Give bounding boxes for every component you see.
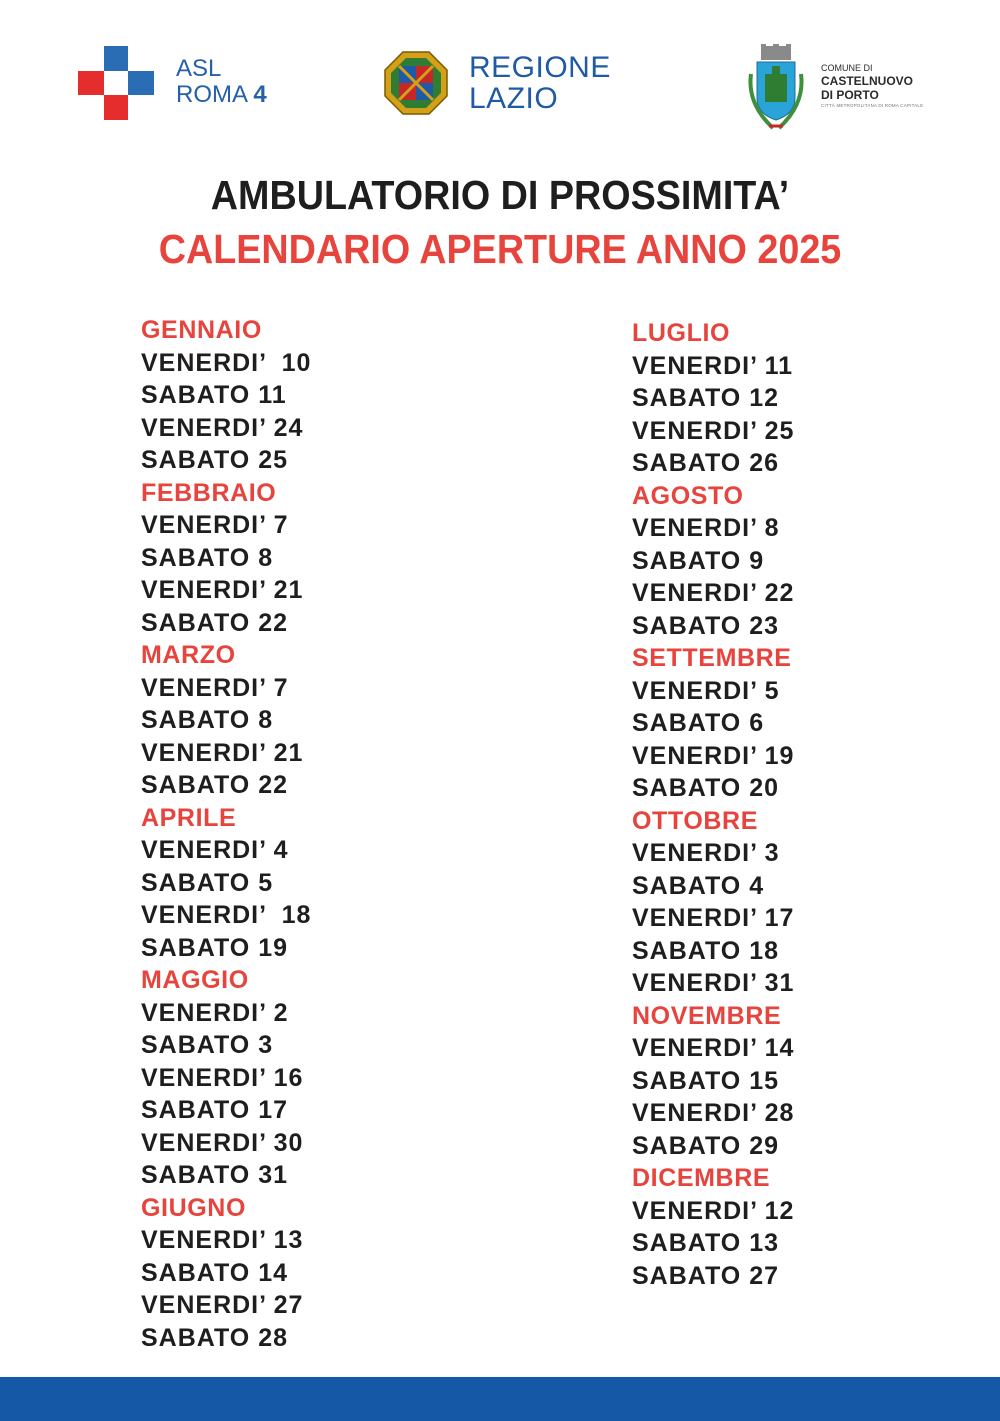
opening-day: VENERDI’ 14 <box>632 1034 795 1062</box>
opening-day: SABATO 15 <box>632 1066 780 1095</box>
opening-day: VENERDI’ 30 <box>141 1128 304 1157</box>
opening-day: SABATO 22 <box>141 771 289 799</box>
month-heading: MARZO <box>141 641 236 669</box>
opening-day: VENERDI’ 8 <box>632 514 780 542</box>
opening-day: SABATO 6 <box>632 709 765 737</box>
month-heading: DICEMBRE <box>632 1164 771 1192</box>
opening-day: VENERDI’ 21 <box>141 738 304 767</box>
calendar-left-column <box>141 314 471 1354</box>
opening-day: VENERDI’ 5 <box>632 676 780 705</box>
regione-lazio-logo <box>383 50 633 118</box>
page-subtitle: CALENDARIO APERTURE ANNO 2025 <box>158 226 842 272</box>
opening-day: VENERDI’ 4 <box>141 836 289 864</box>
opening-day: SABATO 19 <box>141 933 289 962</box>
opening-day: VENERDI’ 22 <box>632 579 795 607</box>
comune-castelnuovo-logo <box>745 44 945 134</box>
lazio-logo-text <box>469 52 611 114</box>
opening-day: SABATO 8 <box>141 706 274 734</box>
opening-day: SABATO 23 <box>632 611 780 640</box>
comune-logo-line3: DI PORTO <box>821 88 879 102</box>
opening-day: SABATO 20 <box>632 774 780 802</box>
comune-logo-line4: CITTÀ METROPOLITANA DI ROMA CAPITALE <box>821 103 924 108</box>
asl-logo-text <box>176 56 267 108</box>
month-heading: LUGLIO <box>632 319 731 347</box>
asl-logo-number: 4 <box>253 81 267 108</box>
opening-day: VENERDI’ 11 <box>632 351 794 380</box>
opening-day: VENERDI’ 18 <box>141 901 312 929</box>
comune-logo-line2: CASTELNUOVO <box>821 74 914 88</box>
asl-logo-line1: ASL <box>176 55 222 82</box>
lazio-emblem-icon <box>383 50 449 116</box>
opening-day: SABATO 13 <box>632 1229 780 1257</box>
month-heading: NOVEMBRE <box>632 1001 782 1030</box>
opening-day: VENERDI’ 31 <box>632 969 795 997</box>
opening-day: SABATO 8 <box>141 543 274 572</box>
footer-bar <box>0 1377 1000 1421</box>
opening-day: SABATO 28 <box>141 1323 289 1352</box>
opening-day: SABATO 29 <box>632 1131 780 1160</box>
opening-day: VENERDI’ 7 <box>141 511 289 539</box>
asl-cross-icon <box>78 46 154 120</box>
opening-day: VENERDI’ 13 <box>141 1226 304 1254</box>
opening-day: SABATO 14 <box>141 1258 289 1287</box>
opening-day: VENERDI’ 16 <box>141 1063 304 1092</box>
month-heading: AGOSTO <box>632 481 744 510</box>
opening-day: SABATO 11 <box>141 381 287 409</box>
month-heading: OTTOBRE <box>632 806 758 835</box>
opening-day: VENERDI’ 28 <box>632 1099 795 1127</box>
month-heading: MAGGIO <box>141 966 249 994</box>
month-heading: APRILE <box>141 803 237 832</box>
opening-day: VENERDI’ 2 <box>141 998 289 1027</box>
calendar-right-column <box>632 317 962 1292</box>
opening-day: VENERDI’ 19 <box>632 741 795 770</box>
asl-logo-roma: ROMA <box>176 81 247 108</box>
comune-logo-text <box>821 62 923 110</box>
opening-day: VENERDI’ 17 <box>632 904 795 932</box>
opening-day: VENERDI’ 12 <box>632 1196 795 1225</box>
lazio-logo-line1: REGIONE <box>469 51 611 84</box>
opening-day: SABATO 5 <box>141 868 274 897</box>
month-heading: SETTEMBRE <box>632 644 792 672</box>
opening-day: VENERDI’ 21 <box>141 576 304 604</box>
opening-day: VENERDI’ 3 <box>632 839 780 867</box>
asl-roma4-logo <box>78 46 298 120</box>
comune-crest-icon <box>745 44 807 132</box>
month-heading: FEBBRAIO <box>141 478 277 507</box>
opening-day: VENERDI’ 7 <box>141 673 289 702</box>
opening-day: SABATO 4 <box>632 871 765 900</box>
opening-day: SABATO 27 <box>632 1261 780 1290</box>
comune-logo-line1: COMUNE DI <box>821 63 873 73</box>
opening-day: SABATO 31 <box>141 1161 289 1189</box>
opening-day: SABATO 3 <box>141 1031 274 1059</box>
opening-day: SABATO 26 <box>632 449 780 477</box>
opening-day: SABATO 25 <box>141 446 289 474</box>
opening-day: VENERDI’ 24 <box>141 413 304 442</box>
opening-day: SABATO 9 <box>632 546 765 575</box>
opening-day: VENERDI’ 25 <box>632 416 795 445</box>
lazio-logo-line2: LAZIO <box>469 82 559 115</box>
opening-day: SABATO 22 <box>141 608 289 637</box>
opening-day: SABATO 17 <box>141 1096 289 1124</box>
opening-day: SABATO 12 <box>632 384 780 412</box>
opening-day: SABATO 18 <box>632 936 780 965</box>
month-heading: GIUGNO <box>141 1193 246 1222</box>
month-heading: GENNAIO <box>141 316 262 344</box>
opening-day: VENERDI’ 27 <box>141 1291 304 1319</box>
opening-day: VENERDI’ 10 <box>141 348 312 377</box>
page-title: AMBULATORIO DI PROSSIMITA’ <box>210 172 790 218</box>
